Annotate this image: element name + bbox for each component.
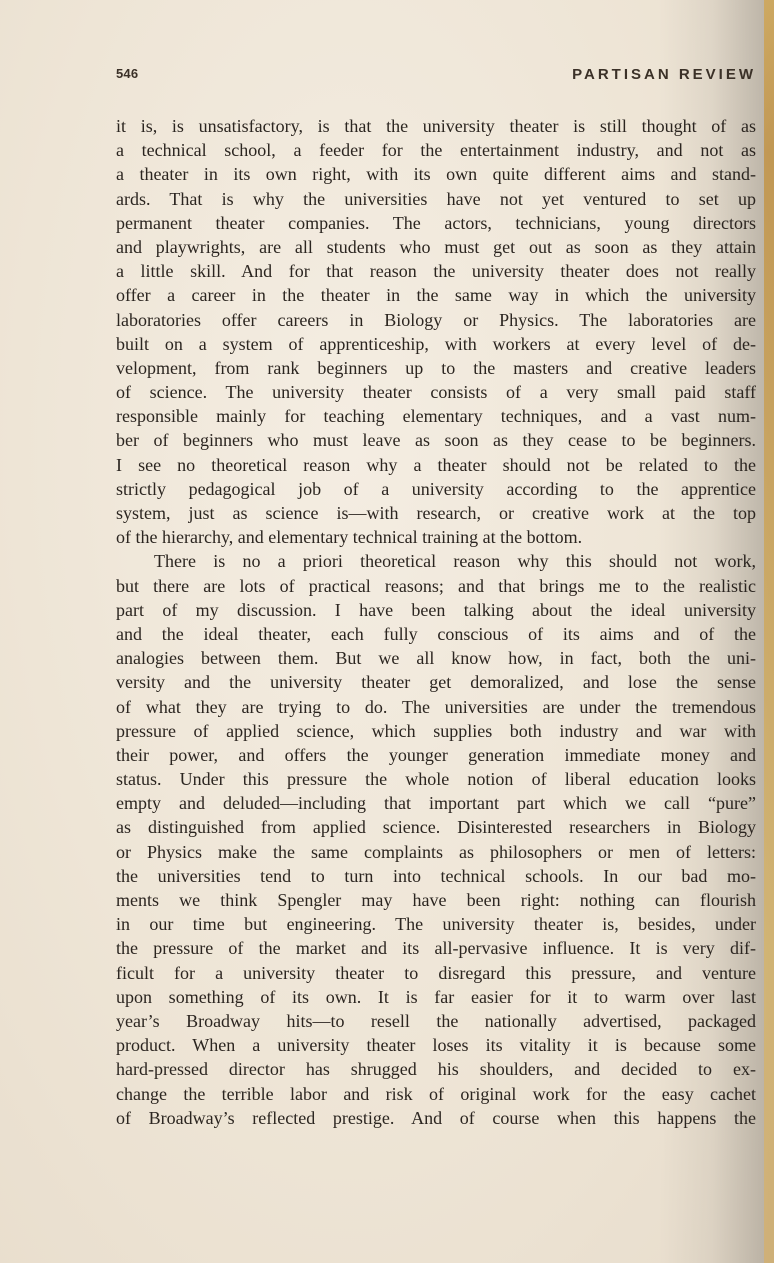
- paragraph-1: [116, 114, 756, 549]
- text-line: empty and deluded—including that important part which we call “pure”: [116, 793, 756, 814]
- text-line: change the terrible labor and risk of original work for the easy cachet: [116, 1083, 756, 1104]
- text-line: year’s Broadway hits—to resell the nationally advertised, packaged: [116, 1010, 756, 1031]
- text-line: pressure of applied science, which supplies both industry and war with: [116, 720, 756, 741]
- page-header: [116, 66, 756, 88]
- page-number: 546: [116, 66, 139, 81]
- text-line: it is, is unsatisfactory, is that the university theater is still thought of as: [116, 116, 756, 136]
- text-line: laboratories offer careers in Biology or Physics. The laboratories are: [116, 309, 756, 330]
- body-text: [116, 114, 756, 1214]
- text-line: built on a system of apprenticeship, with workers at every level of de-: [116, 333, 756, 354]
- text-line: the universities tend to turn into technical schools. In our bad mo-: [116, 865, 756, 886]
- text-line: and the ideal theater, each fully conscious of its aims and of the: [116, 623, 756, 644]
- text-line: as distinguished from applied science. Disinterested researchers in Biology: [116, 817, 756, 838]
- text-line: and playwrights, are all students who must get out as soon as they attain: [116, 236, 756, 257]
- text-line: a little skill. And for that reason the university theater does not really: [116, 261, 756, 282]
- text-line: responsible mainly for teaching elementary techniques, and a vast num-: [116, 406, 756, 427]
- text-line: of the hierarchy, and elementary technical training at the bottom.: [116, 527, 583, 548]
- text-line: I see no theoretical reason why a theater should not be related to the: [116, 454, 756, 475]
- text-line: or Physics make the same complaints as philosophers or men of letters:: [116, 841, 756, 862]
- text-line: ber of beginners who must leave as soon as they cease to be beginners.: [116, 430, 756, 451]
- text-line: of Broadway’s reflected prestige. And of course when this happens the: [116, 1107, 756, 1128]
- text-line: ments we think Spengler may have been right: nothing can flourish: [116, 890, 756, 910]
- text-line: upon something of its own. It is far easier for it to warm over last: [116, 986, 756, 1007]
- text-line: hard-pressed director has shrugged his shoulders, and decided to ex-: [116, 1059, 756, 1080]
- text-line: product. When a university theater loses its vitality it is because some: [116, 1035, 756, 1056]
- text-line: There is no a priori theoretical reason why this should not work,: [154, 551, 756, 572]
- text-line: ficult for a university theater to disregard this pressure, and venture: [116, 962, 756, 983]
- text-line: status. Under this pressure the whole notion of liberal education looks: [116, 769, 756, 790]
- text-line: a theater in its own right, with its own quite different aims and stand-: [116, 164, 756, 185]
- text-line: their power, and offers the younger generation immediate money and: [116, 744, 756, 765]
- page-edge-shadow: [764, 0, 774, 1263]
- text-line: the pressure of the market and its all-pervasive influence. It is very dif-: [116, 938, 756, 959]
- text-line: offer a career in the theater in the same way in which the university: [116, 285, 756, 306]
- text-line: strictly pedagogical job of a university according to the apprentice: [116, 478, 756, 499]
- text-line: in our time but engineering. The university theater is, besides, under: [116, 914, 756, 935]
- text-line: analogies between them. But we all know how, in fact, both the uni-: [116, 648, 756, 669]
- text-line: system, just as science is—with research, or creative work at the top: [116, 503, 756, 523]
- text-line: permanent theater companies. The actors, technicians, young directors: [116, 212, 756, 233]
- text-line: part of my discussion. I have been talking about the ideal university: [116, 599, 756, 620]
- text-line: of what they are trying to do. The universities are under the tremendous: [116, 696, 756, 717]
- text-line: a technical school, a feeder for the entertainment industry, and not as: [116, 140, 756, 161]
- running-head: PARTISAN REVIEW: [572, 66, 756, 83]
- text-line: ards. That is why the universities have not yet ventured to set up: [116, 188, 756, 209]
- text-line: but there are lots of practical reasons; and that brings me to the realistic: [116, 575, 756, 596]
- paragraph-2: [116, 549, 756, 1130]
- text-line: versity and the university theater get demoralized, and lose the sense: [116, 672, 756, 693]
- text-line: velopment, from rank beginners up to the masters and creative leaders: [116, 357, 756, 378]
- text-line: of science. The university theater consists of a very small paid staff: [116, 382, 756, 403]
